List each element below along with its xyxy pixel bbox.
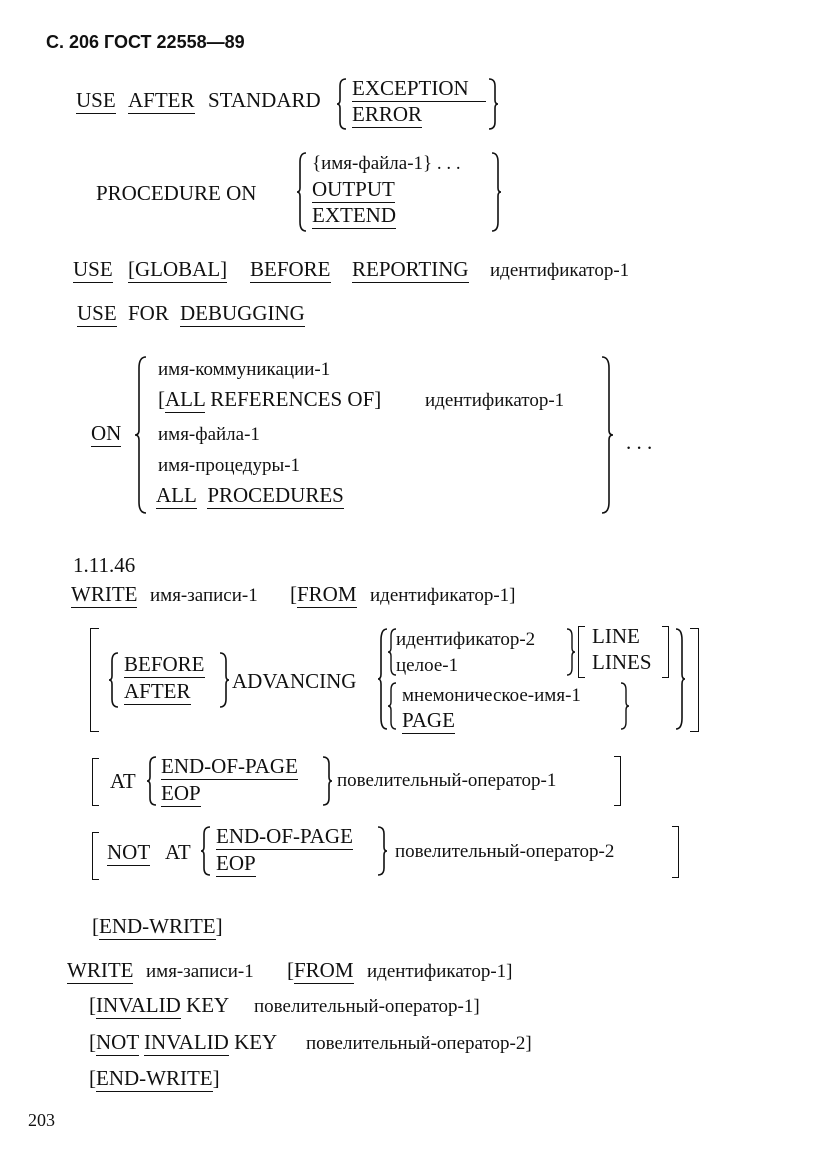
use-after-keyword-standard: STANDARD	[208, 88, 321, 112]
identifier-1-text: идентификатор-1]	[367, 961, 513, 982]
all-procedures-line: ALL PROCEDURES	[156, 483, 344, 507]
procedure-on-keyword: PROCEDURE ON	[96, 181, 257, 205]
right-bracket	[662, 626, 669, 678]
right-brace-icon	[490, 152, 502, 232]
imperative-2-text: повелительный-оператор-2]	[306, 1033, 532, 1054]
right-brace-icon	[321, 756, 333, 806]
identifier-1-text: идентификатор-1	[490, 260, 630, 281]
use-after-keyword-use: USE	[76, 88, 116, 112]
mnemonic-name-text: мнемоническое-имя-1	[402, 685, 581, 706]
left-bracket	[92, 758, 99, 806]
debugging-keyword: DEBUGGING	[180, 301, 305, 325]
end-write-clause: [END-WRITE]	[92, 914, 223, 938]
line-keyword: LINE	[592, 624, 640, 648]
use-after-keyword-after: AFTER	[128, 88, 195, 112]
before-keyword: BEFORE	[124, 652, 205, 676]
left-bracket	[90, 628, 99, 732]
invalid-key-clause: [INVALID KEY	[89, 993, 230, 1017]
all-references-line: [ALL REFERENCES OF]	[158, 387, 382, 411]
not-keyword: NOT	[107, 840, 151, 864]
right-brace-icon	[620, 682, 630, 730]
error-keyword: ERROR	[352, 102, 423, 126]
lines-keyword: LINES	[592, 650, 652, 674]
extend-keyword: EXTEND	[312, 203, 396, 227]
comm-name-text: имя-коммуникации-1	[158, 359, 331, 380]
file-name-text: имя-файла-1	[158, 424, 260, 445]
right-bracket	[614, 756, 621, 806]
identifier-2-text: идентификатор-2	[396, 629, 536, 650]
right-bracket	[672, 826, 679, 878]
right-brace-icon	[600, 356, 614, 514]
right-brace-icon	[218, 652, 230, 708]
integer-1-text: целое-1	[396, 655, 459, 676]
imperative-1-text: повелительный-оператор-1	[337, 770, 557, 791]
use-keyword: USE	[77, 301, 117, 325]
output-keyword: OUTPUT	[312, 177, 395, 201]
record-name-text: имя-записи-1	[146, 961, 254, 982]
right-brace-icon	[674, 628, 686, 730]
after-keyword: AFTER	[124, 679, 191, 703]
page-number: 203	[28, 1110, 55, 1130]
write-keyword: WRITE	[67, 958, 134, 982]
on-keyword: ON	[91, 421, 122, 445]
advancing-keyword: ADVANCING	[232, 669, 357, 693]
left-bracket	[92, 832, 99, 880]
right-brace-icon	[487, 78, 499, 130]
reporting-keyword: REPORTING	[352, 257, 469, 281]
page-header: С. 206 ГОСТ 22558—89	[46, 32, 245, 52]
end-of-page-keyword: END-OF-PAGE	[216, 824, 353, 848]
not-invalid-key-clause: [NOT INVALID KEY	[89, 1030, 278, 1054]
write-keyword: WRITE	[71, 582, 138, 606]
exception-keyword: EXCEPTION	[352, 76, 469, 100]
imperative-1-text: повелительный-оператор-1]	[254, 996, 480, 1017]
left-brace-icon	[134, 356, 148, 514]
right-brace-icon	[376, 826, 388, 876]
left-brace-icon	[336, 78, 348, 130]
before-keyword: BEFORE	[250, 257, 331, 281]
at-keyword: AT	[110, 769, 136, 793]
from-clause: [FROM	[290, 582, 357, 606]
from-clause: [FROM	[287, 958, 354, 982]
end-of-page-keyword: END-OF-PAGE	[161, 754, 298, 778]
right-brace-icon	[566, 628, 576, 676]
global-keyword: [GLOBAL]	[128, 257, 228, 281]
use-keyword: USE	[73, 257, 113, 281]
for-keyword: FOR	[128, 301, 169, 325]
record-name-text: имя-записи-1	[150, 585, 258, 606]
end-write-clause: [END-WRITE]	[89, 1066, 220, 1090]
left-brace-icon	[200, 826, 212, 876]
file-name-1-text: {имя-файла-1} . . .	[312, 153, 461, 174]
left-brace-icon	[387, 682, 397, 730]
identifier-1-text: идентификатор-1	[425, 390, 565, 411]
eop-keyword: EOP	[161, 781, 201, 805]
left-brace-icon	[146, 756, 158, 806]
right-bracket	[690, 628, 699, 732]
identifier-1-text: идентификатор-1]	[370, 585, 516, 606]
left-brace-icon	[108, 652, 120, 708]
ellipsis: . . .	[626, 430, 653, 454]
left-bracket	[578, 626, 585, 678]
at-keyword: AT	[165, 840, 191, 864]
imperative-2-text: повелительный-оператор-2	[395, 841, 615, 862]
eop-keyword: EOP	[216, 851, 256, 875]
page-keyword: PAGE	[402, 708, 455, 732]
procedure-name-text: имя-процедуры-1	[158, 455, 301, 476]
section-number: 1.11.46	[73, 553, 136, 577]
left-brace-icon	[296, 152, 308, 232]
